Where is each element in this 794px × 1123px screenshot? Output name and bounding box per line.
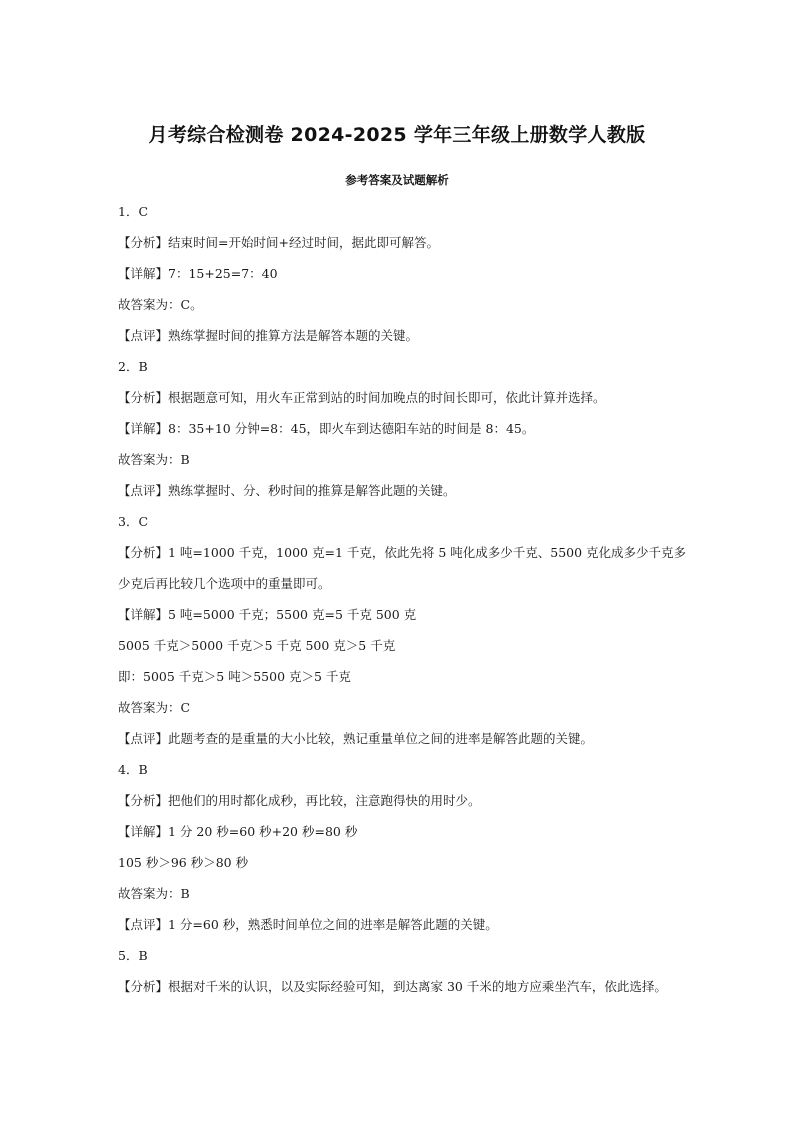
detail-line: 【详解】8：35+10 分钟=8：45，即火车到达德阳车站的时间是 8：45。 <box>118 421 535 436</box>
answer-line: 故答案为：B <box>118 452 190 467</box>
analysis-line: 【分析】1 吨=1000 千克，1000 克=1 千克，依此先将 5 吨化成多少千克、5500 克化成多少千克多少克后再比较几个选项中的重量即可。 <box>118 545 687 591</box>
answer-line-q5: 5．B <box>118 948 148 963</box>
comment-line: 【点评】熟练掌握时、分、秒时间的推算是解答此题的关键。 <box>118 483 456 498</box>
comparison-line: 即：5005 千克＞5 吨＞5500 克＞5 千克 <box>118 669 351 684</box>
answer-line: 故答案为：C。 <box>118 297 203 312</box>
detail-line: 【详解】5 吨=5000 千克；5500 克=5 千克 500 克 <box>118 607 417 622</box>
comment-line: 【点评】此题考查的是重量的大小比较，熟记重量单位之间的进率是解答此题的关键。 <box>118 731 594 746</box>
analysis-line: 【分析】根据对千米的认识，以及实际经验可知，到达离家 30 千米的地方应乘坐汽车，依此选择。 <box>118 979 667 994</box>
answer-line: 故答案为：C <box>118 700 191 715</box>
answer-line-q3: 3．C <box>118 514 149 529</box>
answer-line: 故答案为：B <box>118 886 190 901</box>
comparison-line: 5005 千克＞5000 千克＞5 千克 500 克＞5 千克 <box>118 638 396 653</box>
analysis-line: 【分析】把他们的用时都化成秒，再比较，注意跑得快的用时少。 <box>118 793 481 808</box>
document-title: 月考综合检测卷 2024-2025 学年三年级上册数学人教版 <box>148 124 646 146</box>
analysis-line: 【分析】根据题意可知，用火车正常到站的时间加晚点的时间长即可，依此计算并选择。 <box>118 390 606 405</box>
comparison-line: 105 秒＞96 秒＞80 秒 <box>118 855 249 870</box>
detail-line: 【详解】1 分 20 秒=60 秒+20 秒=80 秒 <box>118 824 358 839</box>
document-subtitle: 参考答案及试题解析 <box>345 173 449 187</box>
answer-line-q2: 2．B <box>118 359 148 374</box>
comment-line: 【点评】熟练掌握时间的推算方法是解答本题的关键。 <box>118 328 419 343</box>
answer-line-q4: 4．B <box>118 762 148 777</box>
comment-line: 【点评】1 分=60 秒，熟悉时间单位之间的进率是解答此题的关键。 <box>118 917 498 932</box>
detail-line: 【详解】7：15+25=7：40 <box>118 266 278 281</box>
answer-content <box>118 196 688 1002</box>
analysis-line: 【分析】结束时间=开始时间+经过时间，据此即可解答。 <box>118 235 439 250</box>
answer-line-q1: 1．C <box>118 204 149 219</box>
